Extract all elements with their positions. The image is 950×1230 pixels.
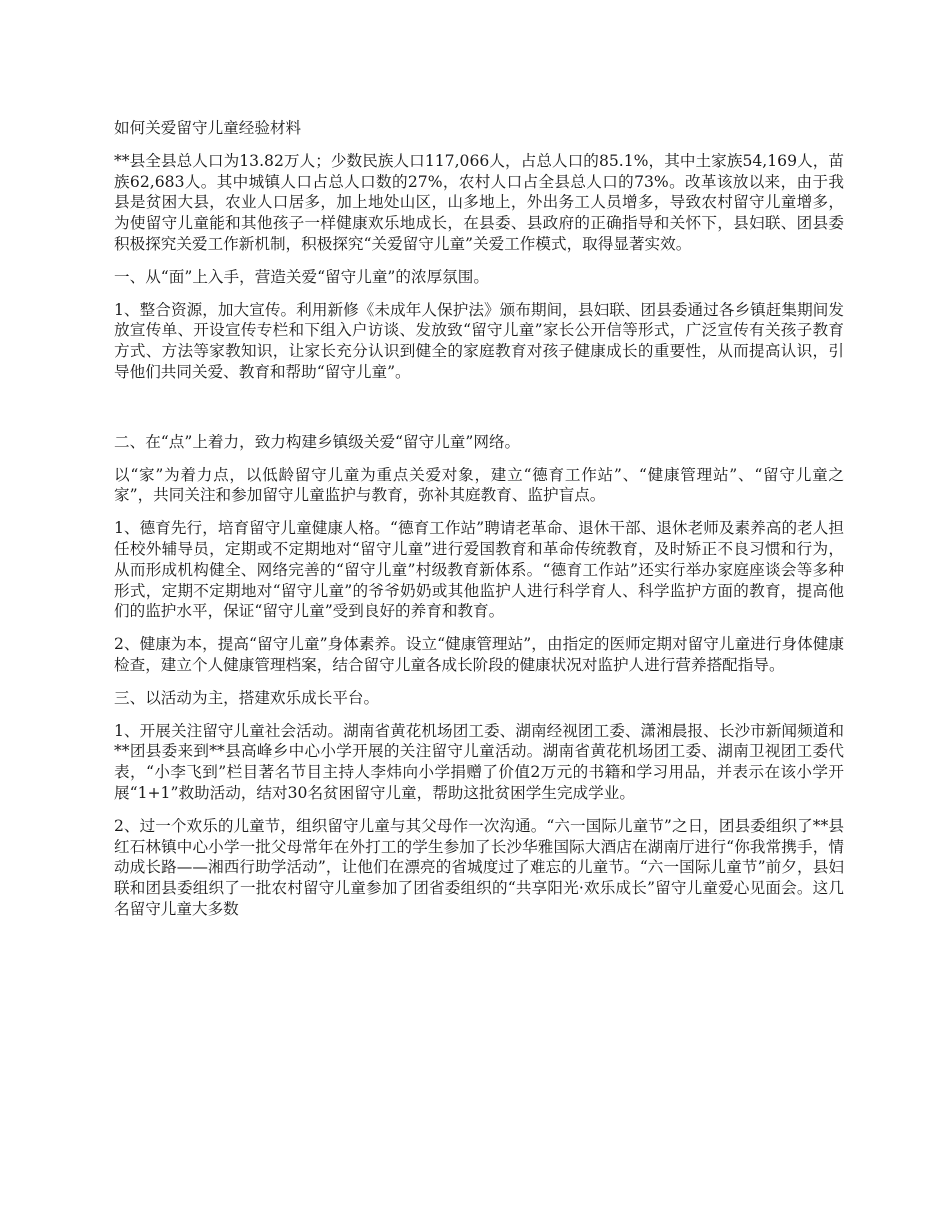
paragraph: 2、过一个欢乐的儿童节，组织留守儿童与其父母作一次沟通。“六一国际儿童节”之日，团县委组织了**县红石林镇中心小学一批父母常年在外打工的学生参加了长沙华雅国际大酒店在湖南厅进行“你我常携手，情动成长路——湘西行助学活动”，让他们在漂亮的省城度过了难忘的儿童节。“六一国际儿童节”前夕，县妇联和团县委组织了一批农村留守儿童参加了团省委组织的“共享阳光·欢乐成长”留守儿童爱心见面会。这几名留守儿童大多数 (114, 816, 844, 918)
document-title: 如何关爱留守儿童经验材料 (114, 119, 302, 137)
blank-spacer (114, 395, 844, 432)
intro-paragraph: **县全县总人口为13.82万人；少数民族人口117,066人，占总人口的85.1%，其中土家族54,169人，苗族62,683人。其中城镇人口占总人口数的27%，农村人口占全县总人口的73%。改革该放以来，由于我县是贫困大县，农业人口居多，加上地处山区，山多地上，外出务工人员增多，导致农村留守儿童增多，为使留守儿童能和其他孩子一样健康欢乐地成长，在县委、县政府的正确指导和关怀下，县妇联、团县委积极探究关爱工作新机制，积极探究“关爱留守儿童”关爱工作模式，取得显著实效。 (114, 151, 844, 253)
paragraph: 2、健康为本，提高“留守儿童”身体素养。设立“健康管理站”，由指定的医师定期对留守儿童进行身体健康检查，建立个人健康管理档案，结合留守儿童各成长阶段的健康状况对监护人进行营养搭配指导。 (114, 635, 844, 674)
section-heading-1: 一、从“面”上入手，营造关爱“留守儿童”的浓厚氛围。 (114, 267, 489, 286)
paragraph: 1、开展关注留守儿童社会活动。湖南省黄花机场团工委、湖南经视团工委、潇湘晨报、长沙市新闻频道和**团县委来到**县高峰乡中心小学开展的关注留守儿童活动。湖南省黄花机场团工委、湖南卫视团工委代表，“小李飞到”栏目著名节目主持人李炜向小学捐赠了价值2万元的书籍和学习用品，并表示在该小学开展“1+1”救助活动，结对30名贫困留守儿童，帮助这批贫困学生完成学业。 (114, 721, 844, 802)
section-heading-3: 三、以活动为主，搭建欢乐成长平台。 (114, 688, 380, 707)
paragraph: 1、整合资源，加大宣传。利用新修《未成年人保护法》颁布期间，县妇联、团县委通过各乡镇赶集期间发放宣传单、开设宣传专栏和下组入户访谈、发放致“留守儿童”家长公开信等形式，广泛宣传有关孩子教育方式、方法等家教知识，让家长充分认识到健全的家庭教育对孩子健康成长的重要性，从而提高认识，引导他们共同关爱、教育和帮助“留守儿童”。 (114, 300, 844, 381)
section-heading-2: 二、在“点”上着力，致力构建乡镇级关爱“留守儿童”网络。 (114, 432, 521, 451)
paragraph: 以“家”为着力点，以低龄留守儿童为重点关爱对象，建立“德育工作站”、“健康管理站”、“留守儿童之家”，共同关注和参加留守儿童监护与教育，弥补其庭教育、监护盲点。 (114, 465, 844, 505)
paragraph: 1、德育先行，培育留守儿童健康人格。“德育工作站”聘请老革命、退休干部、退休老师及素养高的老人担任校外辅导员，定期或不定期地对“留守儿童”进行爱国教育和革命传统教育，及时矫正不良习惯和行为，从而形成机构健全、网络完善的“留守儿童”村级教育新体系。“德育工作站”还实行举办家庭座谈会等多种形式，定期不定期地对“留守儿童”的爷爷奶奶或其他监护人进行科学育人、科学监护方面的教育，提高他们的监护水平，保证“留守儿童”受到良好的养育和教育。 (114, 519, 844, 621)
document-body (114, 118, 844, 932)
